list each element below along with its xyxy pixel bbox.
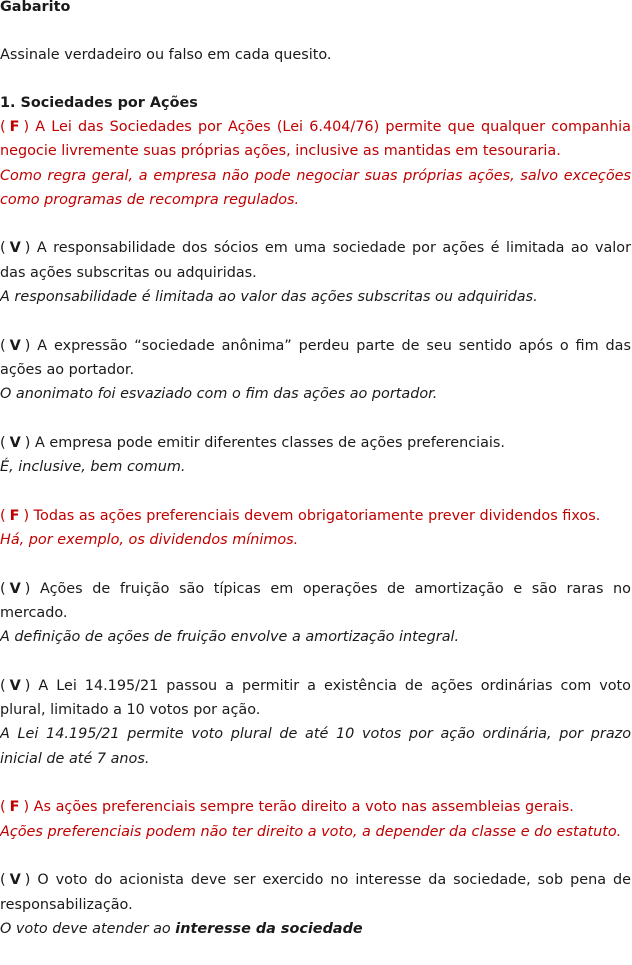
question-item-7	[0, 674, 631, 771]
question-statement: As ações preferenciais sempre terão direito a voto nas assembleias gerais.	[33, 799, 574, 816]
question-item-8	[0, 795, 631, 844]
answer-explanation: Há, por exemplo, os dividendos mínimos.	[0, 532, 299, 549]
question-text: ( V ) A responsabilidade dos sócios em uma sociedade por ações é limitada ao valor das ações subscritas ou adquiridas.	[0, 236, 631, 285]
question-statement: O voto do acionista deve ser exercido no interesse da sociedade, sob pena de responsabilização.	[0, 872, 631, 913]
question-statement: A expressão “sociedade anônima” perdeu parte de seu sentido após o fim das ações ao portador.	[0, 337, 631, 378]
question-item-5	[0, 504, 631, 553]
answer-explanation: A responsabilidade é limitada ao valor das ações subscritas ou adquiridas.	[0, 289, 538, 306]
answer-explanation: É, inclusive, bem comum.	[0, 459, 186, 476]
answer-explanation: Ações preferenciais podem não ter direito a voto, a depender da classe e do estatuto.	[0, 823, 622, 840]
answer-mark: F	[9, 507, 20, 524]
answer-mark: F	[9, 799, 20, 816]
question-item-1	[0, 115, 631, 212]
answer-mark: V	[9, 872, 21, 889]
answer-explanation: Como regra geral, a empresa não pode negociar suas próprias ações, salvo exceções como programas de recompra regulados.	[0, 167, 631, 208]
answer-mark: V	[9, 240, 21, 257]
section-title: 1. Sociedades por Ações	[0, 95, 198, 111]
answer-explanation: A definição de ações de fruição envolve a amortização integral.	[0, 629, 460, 646]
answer-mark: V	[9, 677, 21, 694]
answer-explanation	[0, 917, 631, 941]
question-item-9	[0, 868, 631, 941]
question-text: ( V ) A empresa pode emitir diferentes classes de ações preferenciais.	[0, 431, 631, 455]
question-list	[0, 115, 631, 965]
question-text: ( F ) Todas as ações preferenciais devem obrigatoriamente prever dividendos fixos.	[0, 504, 631, 528]
question-item-6	[0, 577, 631, 650]
question-statement: Todas as ações preferenciais devem obrigatoriamente prever dividendos fixos.	[33, 507, 601, 524]
question-item-4	[0, 431, 631, 480]
question-item-2	[0, 236, 631, 309]
question-text: ( F ) As ações preferenciais sempre terão direito a voto nas assembleias gerais.	[0, 795, 631, 819]
answer-prefix: O voto deve atender ao	[0, 920, 176, 937]
question-statement: A empresa pode emitir diferentes classes de ações preferenciais.	[34, 434, 505, 451]
question-text: ( V ) Ações de fruição são típicas em operações de amortização e são raras no mercado.	[0, 577, 631, 626]
answer-mark: F	[9, 119, 20, 135]
question-statement: A responsabilidade dos sócios em uma sociedade por ações é limitada ao valor das ações subscritas ou adquiridas.	[0, 240, 631, 281]
question-statement: A Lei 14.195/21 passou a permitir a existência de ações ordinárias com voto plural, limitado a 10 votos por ação.	[0, 677, 631, 719]
question-statement: A Lei das Sociedades por Ações (Lei 6.404/76) permite que qualquer companhia negocie livremente suas próprias ações, inclusive as mantidas em tesouraria.	[0, 119, 631, 160]
instruction-text: Assinale verdadeiro ou falso em cada quesito.	[0, 47, 332, 63]
question-text: ( V ) O voto do acionista deve ser exercido no interesse da sociedade, sob pena de responsabilização.	[0, 868, 631, 917]
answer-mark: V	[9, 434, 21, 451]
question-statement: Ações de fruição são típicas em operações de amortização e são raras no mercado.	[0, 580, 631, 621]
question-text: ( F ) A Lei das Sociedades por Ações (Lei 6.404/76) permite que qualquer companhia negocie livremente suas próprias ações, inclusive as mantidas em tesouraria.	[0, 115, 631, 164]
question-item-3	[0, 334, 631, 407]
question-text: ( V ) A expressão “sociedade anônima” perdeu parte de seu sentido após o fim das ações ao portador.	[0, 334, 631, 383]
answer-explanation: O anonimato foi esvaziado com o fim das ações ao portador.	[0, 386, 438, 403]
answer-emphasis: interesse da sociedade	[175, 920, 363, 937]
document-title: Gabarito	[0, 0, 71, 15]
answer-mark: V	[9, 337, 21, 354]
answer-mark: V	[9, 580, 21, 597]
answer-explanation: A Lei 14.195/21 permite voto plural de até 10 votos por ação ordinária, por prazo inicial de até 7 anos.	[0, 726, 631, 767]
question-text: ( V ) A Lei 14.195/21 passou a permitir a existência de ações ordinárias com voto plural, limitado a 10 votos por ação.	[0, 674, 631, 723]
